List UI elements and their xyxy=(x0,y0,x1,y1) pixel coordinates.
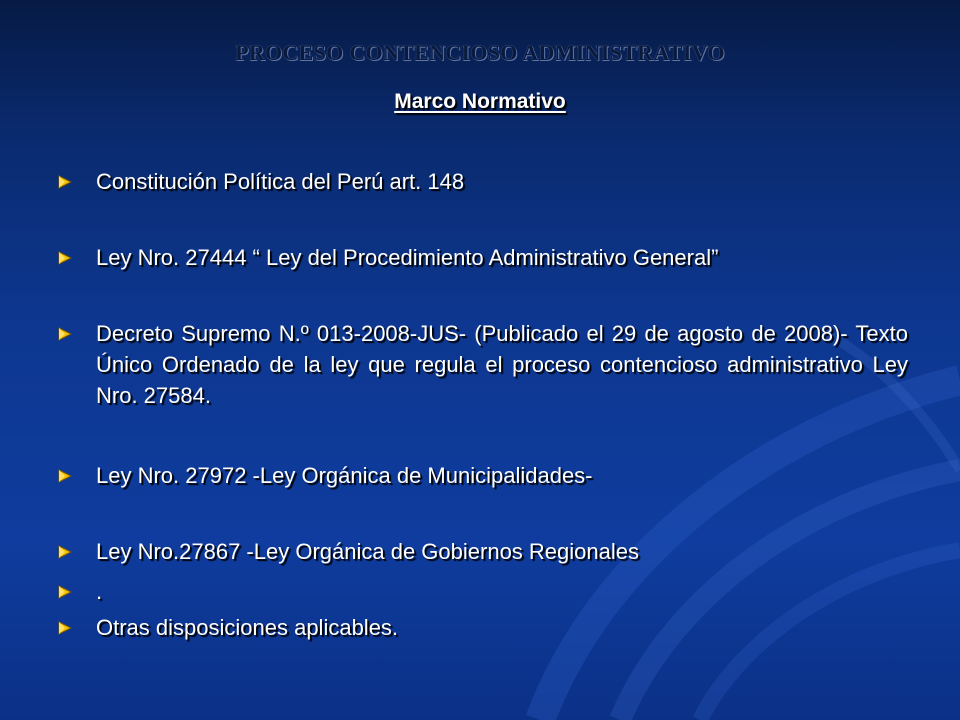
list-item-text: Ley Nro. 27444 “ Ley del Procedimiento Administrativo General” xyxy=(96,245,719,270)
subtitle-wrap xyxy=(0,90,960,114)
list-item-text: Otras disposiciones aplicables. xyxy=(96,615,399,640)
list-item-text: Constitución Política del Perú art. 148 xyxy=(96,169,465,194)
list-item-text: Ley Nro. 27972 -Ley Orgánica de Municipalidades- xyxy=(96,463,593,488)
slide-title: PROCESO CONTENCIOSO ADMINISTRATIVO xyxy=(235,40,725,65)
list-item xyxy=(58,612,908,643)
arrow-bullet-icon xyxy=(58,327,72,341)
list-item xyxy=(58,242,908,273)
arrow-bullet-icon xyxy=(58,251,72,265)
list-item xyxy=(58,318,908,411)
arrow-bullet-icon xyxy=(58,545,72,559)
list-item xyxy=(58,536,908,567)
arrow-bullet-icon xyxy=(58,469,72,483)
slide-subtitle: Marco Normativo xyxy=(394,90,566,113)
list-item xyxy=(58,576,908,607)
list-item xyxy=(58,460,908,491)
arrow-bullet-icon xyxy=(58,621,72,635)
list-item-text: Decreto Supremo N.º 013-2008-JUS- (Publicado el 29 de agosto de 2008)- Texto Único Ordenado de la ley que regula el proceso contencioso administrativo Ley Nro. 27584. xyxy=(96,321,908,408)
list-item xyxy=(58,166,908,197)
arrow-bullet-icon xyxy=(58,585,72,599)
arrow-bullet-icon xyxy=(58,175,72,189)
list-item-text: Ley Nro.27867 -Ley Orgánica de Gobiernos Regionales xyxy=(96,539,639,564)
list-item-text: . xyxy=(96,579,103,604)
